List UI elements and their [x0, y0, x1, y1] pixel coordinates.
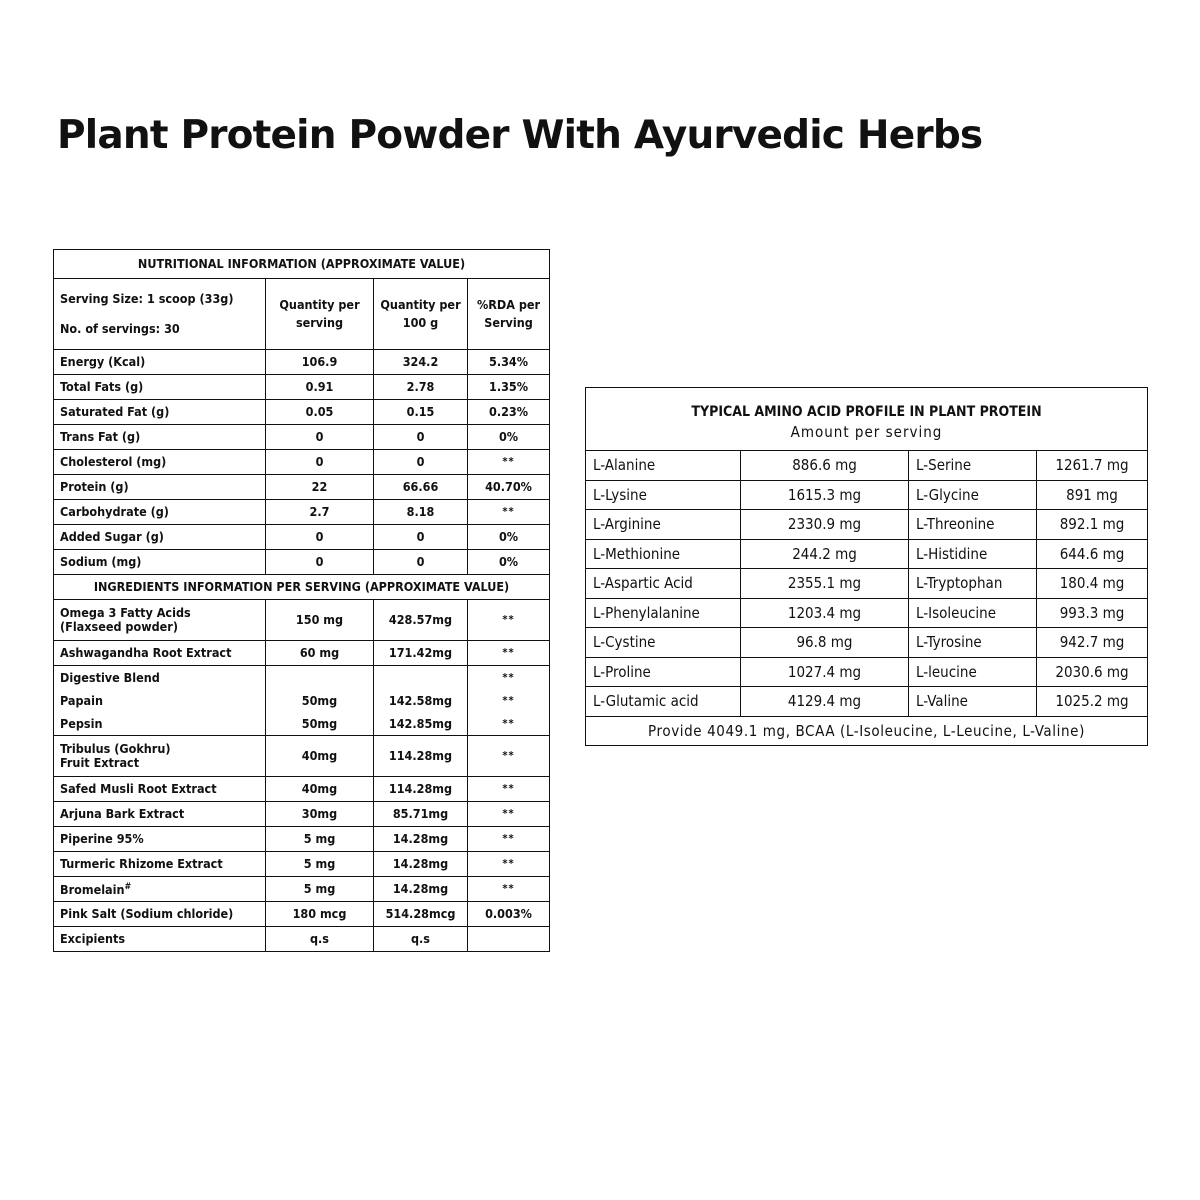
ingredient-row-tribulus [54, 736, 550, 777]
ingredient-row-safed-musli [54, 777, 550, 802]
amino-value-right: 892.1 mg [1037, 510, 1148, 540]
nutrient-per-100g: 0 [374, 525, 468, 550]
ingredient-row-arjuna [54, 802, 550, 827]
ingredient-per100: 14.28mg [374, 877, 468, 902]
amino-row [586, 687, 1148, 717]
amino-value-left: 244.2 mg [741, 539, 909, 569]
ingredient-row-excipients [54, 927, 550, 952]
amino-value-left: 2330.9 mg [741, 510, 909, 540]
amino-name-right: L-Isoleucine [909, 598, 1037, 628]
ingredient-name [54, 736, 266, 777]
amino-value-right: 993.3 mg [1037, 598, 1148, 628]
amino-value-right: 942.7 mg [1037, 628, 1148, 658]
nutrient-per-100g: 66.66 [374, 475, 468, 500]
amino-name-left: L-Arginine [586, 510, 741, 540]
amino-row [586, 539, 1148, 569]
amino-name-left: L-Aspartic Acid [586, 569, 741, 599]
amino-acid-table [585, 387, 1148, 746]
page-title: Plant Protein Powder With Ayurvedic Herbs [57, 113, 983, 158]
amino-name-left: L-Alanine [586, 451, 741, 481]
nutrient-per-100g: 0.15 [374, 400, 468, 425]
papain-serving: 50mg [301, 693, 338, 708]
amino-name-left: L-Proline [586, 657, 741, 687]
nutrition-table [53, 249, 550, 952]
col-header-per-serving: Quantity per serving [266, 279, 374, 350]
amino-value-left: 886.6 mg [741, 451, 909, 481]
nutrient-rda: 0% [468, 425, 550, 450]
nutrient-rda: 0.23% [468, 400, 550, 425]
ingredient-name: Safed Musli Root Extract [54, 777, 266, 802]
ingredient-per100: 171.42mg [374, 641, 468, 666]
ingredient-serving: 180 mcg [266, 902, 374, 927]
amino-value-left: 1615.3 mg [741, 480, 909, 510]
nutrient-rda: 5.34% [468, 350, 550, 375]
ingredient-name: Arjuna Bark Extract [54, 802, 266, 827]
nutrient-name: Saturated Fat (g) [54, 400, 266, 425]
ingredient-serving: 30mg [266, 802, 374, 827]
bcaa-footnote: Provide 4049.1 mg, BCAA (L-Isoleucine, L-Leucine, L-Valine) [586, 716, 1148, 745]
nutrition-row [54, 500, 550, 525]
nutrition-row [54, 475, 550, 500]
nutrient-rda: 0% [468, 525, 550, 550]
amino-value-left: 2355.1 mg [741, 569, 909, 599]
amino-row [586, 657, 1148, 687]
amino-name-right: L-Serine [909, 451, 1037, 481]
ingredient-rda: ** [468, 877, 550, 902]
amino-value-left: 4129.4 mg [741, 687, 909, 717]
amino-value-right: 644.6 mg [1037, 539, 1148, 569]
digestive-blend-per100 [374, 666, 468, 736]
ingredient-per100: 14.28mg [374, 852, 468, 877]
amino-value-right: 1025.2 mg [1037, 687, 1148, 717]
amino-name-right: L-leucine [909, 657, 1037, 687]
nutrient-name: Cholesterol (mg) [54, 450, 266, 475]
nutrient-name: Carbohydrate (g) [54, 500, 266, 525]
amino-name-right: L-Tryptophan [909, 569, 1037, 599]
digestive-blend-serving [266, 666, 374, 736]
ingredient-row-bromelain [54, 877, 550, 902]
nutrient-per-serving: 0 [266, 550, 374, 575]
pepsin-serving: 50mg [301, 716, 338, 731]
ingredient-name: Piperine 95% [54, 827, 266, 852]
papain-rda: ** [502, 694, 515, 707]
pepsin-rda: ** [502, 717, 515, 730]
ingredient-serving: 5 mg [266, 827, 374, 852]
papain-per100: 142.58mg [388, 693, 453, 708]
amino-row [586, 598, 1148, 628]
amino-name-left: L-Glutamic acid [586, 687, 741, 717]
amino-value-right: 1261.7 mg [1037, 451, 1148, 481]
amino-name-right: L-Histidine [909, 539, 1037, 569]
ingredient-rda: ** [468, 802, 550, 827]
amino-row [586, 569, 1148, 599]
digestive-blend-rda [468, 666, 550, 736]
nutrient-per-100g: 8.18 [374, 500, 468, 525]
ingredient-rda: ** [468, 736, 550, 777]
serving-info-cell [54, 279, 266, 350]
amino-value-right: 891 mg [1037, 480, 1148, 510]
serving-size: Serving Size: 1 scoop (33g) [60, 291, 234, 306]
ingredient-per100: 514.28mcg [374, 902, 468, 927]
ingredient-serving: 40mg [266, 777, 374, 802]
amino-name-left: L-Methionine [586, 539, 741, 569]
nutrient-per-serving: 0 [266, 450, 374, 475]
nutrient-rda: 0% [468, 550, 550, 575]
ingredient-name-line: Omega 3 Fatty Acids [60, 605, 191, 620]
ingredient-per100: 14.28mg [374, 827, 468, 852]
nutrient-per-100g: 0 [374, 425, 468, 450]
amino-row [586, 510, 1148, 540]
amino-value-right: 180.4 mg [1037, 569, 1148, 599]
amino-name-left: L-Lysine [586, 480, 741, 510]
digestive-blend-names [54, 666, 266, 736]
nutrient-per-serving: 106.9 [266, 350, 374, 375]
servings-count: No. of servings: 30 [60, 321, 180, 336]
ingredient-name: Pink Salt (Sodium chloride) [54, 902, 266, 927]
ingredient-per100: 114.28mg [374, 736, 468, 777]
ingredient-per100: 428.57mg [374, 600, 468, 641]
ingredient-rda: ** [468, 827, 550, 852]
ingredient-name-subline: (Flaxseed powder) [60, 619, 178, 634]
ingredient-rda: ** [468, 641, 550, 666]
amino-name-left: L-Cystine [586, 628, 741, 658]
nutrient-per-100g: 0 [374, 450, 468, 475]
ingredient-rda [468, 927, 550, 952]
ingredient-name: Excipients [54, 927, 266, 952]
bromelain-label: Bromelain [60, 882, 125, 898]
ingredient-serving: 5 mg [266, 877, 374, 902]
amino-name-right: L-Valine [909, 687, 1037, 717]
ingredient-name [54, 600, 266, 641]
nutrient-name: Added Sugar (g) [54, 525, 266, 550]
nutrient-rda: ** [468, 450, 550, 475]
nutrient-name: Total Fats (g) [54, 375, 266, 400]
ingredient-name: Ashwagandha Root Extract [54, 641, 266, 666]
nutrition-row [54, 550, 550, 575]
nutrient-name: Energy (Kcal) [54, 350, 266, 375]
amino-name-left: L-Phenylalanine [586, 598, 741, 628]
ingredient-serving: q.s [266, 927, 374, 952]
nutrient-per-100g: 324.2 [374, 350, 468, 375]
ingredient-row-omega [54, 600, 550, 641]
ingredient-row-turmeric [54, 852, 550, 877]
ingredient-row-pink-salt [54, 902, 550, 927]
pepsin-per100: 142.85mg [388, 716, 453, 731]
amino-table-title-cell [586, 388, 1148, 451]
amino-table-subtitle: Amount per serving [790, 423, 943, 441]
nutrient-rda: 40.70% [468, 475, 550, 500]
amino-row [586, 628, 1148, 658]
nutrition-table-title: NUTRITIONAL INFORMATION (APPROXIMATE VALUE) [54, 250, 550, 279]
ingredient-row-piperine [54, 827, 550, 852]
papain-label: Papain [60, 693, 103, 708]
ingredient-row-digestive-blend [54, 666, 550, 736]
amino-name-right: L-Threonine [909, 510, 1037, 540]
nutrient-name: Sodium (mg) [54, 550, 266, 575]
nutrient-rda: 1.35% [468, 375, 550, 400]
ingredient-serving: 40mg [266, 736, 374, 777]
col-header-rda: %RDA per Serving [468, 279, 550, 350]
amino-row [586, 451, 1148, 481]
ingredient-row-ashwagandha [54, 641, 550, 666]
nutrient-rda: ** [468, 500, 550, 525]
col-header-per-100g: Quantity per 100 g [374, 279, 468, 350]
nutrient-per-serving: 2.7 [266, 500, 374, 525]
footnote-mark: # [124, 882, 132, 893]
ingredient-name [54, 877, 266, 902]
digestive-blend-rda-value: ** [502, 671, 515, 684]
pepsin-label: Pepsin [60, 716, 103, 731]
ingredient-rda: ** [468, 777, 550, 802]
ingredient-rda: ** [468, 600, 550, 641]
amino-value-left: 1027.4 mg [741, 657, 909, 687]
nutrient-per-100g: 2.78 [374, 375, 468, 400]
amino-table-title: TYPICAL AMINO ACID PROFILE IN PLANT PROTEIN [691, 404, 1042, 420]
amino-row [586, 480, 1148, 510]
nutrient-per-serving: 0 [266, 425, 374, 450]
nutrition-row [54, 350, 550, 375]
ingredient-rda: ** [468, 852, 550, 877]
amino-name-right: L-Tyrosine [909, 628, 1037, 658]
nutrition-row [54, 425, 550, 450]
nutrient-per-serving: 22 [266, 475, 374, 500]
amino-name-right: L-Glycine [909, 480, 1037, 510]
nutrition-header-row [54, 279, 550, 350]
ingredient-serving: 5 mg [266, 852, 374, 877]
nutrient-per-serving: 0.05 [266, 400, 374, 425]
ingredient-name-line: Tribulus (Gokhru) [60, 741, 171, 756]
amino-value-right: 2030.6 mg [1037, 657, 1148, 687]
ingredient-name-subline: Fruit Extract [60, 755, 140, 770]
ingredient-per100: q.s [374, 927, 468, 952]
nutrient-per-100g: 0 [374, 550, 468, 575]
nutrient-name: Protein (g) [54, 475, 266, 500]
nutrition-row [54, 400, 550, 425]
nutrient-per-serving: 0 [266, 525, 374, 550]
ingredient-serving: 60 mg [266, 641, 374, 666]
nutrition-row [54, 375, 550, 400]
nutrition-row [54, 525, 550, 550]
nutrient-per-serving: 0.91 [266, 375, 374, 400]
amino-value-left: 96.8 mg [741, 628, 909, 658]
ingredients-section-title: INGREDIENTS INFORMATION PER SERVING (APPROXIMATE VALUE) [54, 575, 550, 600]
digestive-blend-label: Digestive Blend [60, 670, 160, 685]
nutrition-row [54, 450, 550, 475]
ingredient-rda: 0.003% [468, 902, 550, 927]
ingredient-name: Turmeric Rhizome Extract [54, 852, 266, 877]
ingredient-per100: 114.28mg [374, 777, 468, 802]
amino-value-left: 1203.4 mg [741, 598, 909, 628]
nutrient-name: Trans Fat (g) [54, 425, 266, 450]
ingredient-per100: 85.71mg [374, 802, 468, 827]
ingredient-serving: 150 mg [266, 600, 374, 641]
